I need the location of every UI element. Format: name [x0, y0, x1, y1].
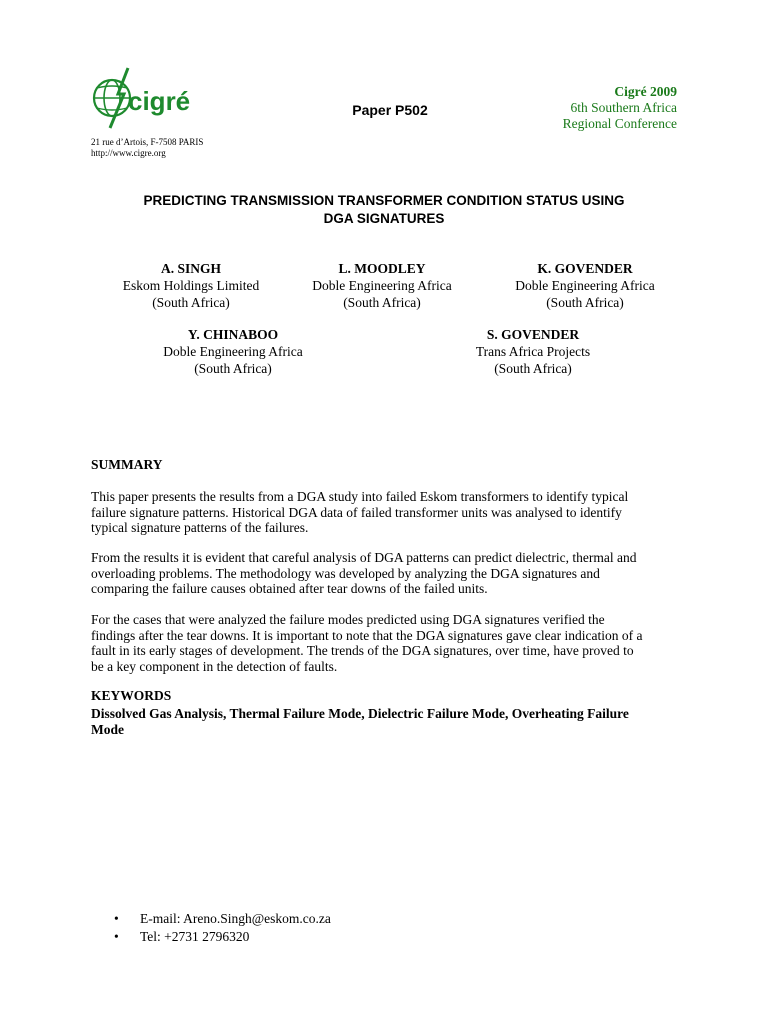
paragraph-line: comparing the failure causes obtained after tear downs of the failed units.	[91, 581, 488, 596]
author-country: (South Africa)	[152, 295, 230, 310]
title-line: DGA SIGNATURES	[323, 210, 445, 226]
author-block	[133, 326, 333, 377]
paragraph-line: be a key component in the detection of faults.	[91, 658, 338, 674]
author-country: (South Africa)	[194, 361, 272, 376]
phone-contact: Tel: +2731 2796320	[140, 928, 250, 944]
summary-paragraph	[91, 489, 681, 536]
author-name: K. GOVENDER	[537, 261, 633, 276]
paragraph-line: findings after the tear downs. It is important to note that the DGA signatures gave clear indication of a	[91, 627, 643, 643]
author-affiliation: Doble Engineering Africa	[312, 278, 452, 293]
author-name: L. MOODLEY	[338, 261, 426, 276]
keywords-line: Dissolved Gas Analysis, Thermal Failure Mode, Dielectric Failure Mode, Overheating Failure	[91, 706, 629, 721]
bullet-icon: •	[114, 911, 119, 926]
paper-title	[80, 192, 688, 227]
address-line: 21 rue d’Artois, F-7508 PARIS	[91, 137, 204, 147]
bullet-icon: •	[114, 928, 119, 944]
keywords-heading: KEYWORDS	[91, 688, 172, 703]
contact-list	[110, 910, 331, 945]
author-block	[485, 260, 685, 311]
author-block	[433, 326, 633, 377]
summary-paragraph	[91, 550, 681, 597]
paragraph-line: failure signature patterns. Historical DGA data of failed transformer units was analysed to identify	[91, 504, 622, 520]
website-url: http://www.cigre.org	[91, 148, 166, 158]
cigre-logo	[88, 64, 198, 130]
keywords-line: Mode	[91, 721, 124, 737]
keywords-list	[91, 706, 681, 737]
paragraph-line: typical signature patterns of the failures.	[91, 520, 309, 535]
author-affiliation: Trans Africa Projects	[475, 344, 591, 359]
paragraph-line: overloading problems. The methodology was developed by analyzing the DGA signatures and	[91, 565, 600, 581]
author-name: S. GOVENDER	[486, 327, 580, 342]
summary-paragraph	[91, 612, 681, 674]
author-country: (South Africa)	[494, 361, 572, 376]
author-block	[91, 260, 291, 311]
author-name: A. SINGH	[160, 261, 221, 276]
paragraph-line: For the cases that were analyzed the failure modes predicted using DGA signatures verified the	[91, 612, 605, 627]
conference-name: 6th Southern Africa	[570, 100, 677, 115]
conference-year: Cigré 2009	[614, 84, 677, 99]
email-contact: E-mail: Areno.Singh@eskom.co.za	[140, 911, 331, 926]
paragraph-line: fault in its early stages of development. The trends of the DGA signatures, over time, have proved to	[91, 643, 634, 658]
title-line: PREDICTING TRANSMISSION TRANSFORMER CONDITION STATUS USING	[143, 193, 625, 208]
author-country: (South Africa)	[546, 295, 624, 310]
conference-type: Regional Conference	[562, 116, 677, 131]
author-affiliation: Eskom Holdings Limited	[122, 278, 260, 293]
conference-info	[563, 84, 677, 132]
author-affiliation: Doble Engineering Africa	[163, 344, 303, 359]
logo-wordmark: cigré	[128, 86, 191, 116]
author-name: Y. CHINABOO	[187, 327, 279, 342]
address-block	[91, 137, 203, 159]
summary-heading: SUMMARY	[91, 457, 163, 472]
paper-number: Paper P502	[352, 102, 428, 118]
list-item	[110, 910, 331, 928]
paragraph-line: This paper presents the results from a DGA study into failed Eskom transformers to identify typical	[91, 489, 629, 504]
author-country: (South Africa)	[343, 295, 421, 310]
list-item	[110, 928, 331, 946]
author-block	[282, 260, 482, 311]
paragraph-line: From the results it is evident that careful analysis of DGA patterns can predict dielectric, thermal and	[91, 550, 637, 565]
author-affiliation: Doble Engineering Africa	[515, 278, 655, 293]
cigre-globe-logo-icon	[88, 64, 198, 130]
